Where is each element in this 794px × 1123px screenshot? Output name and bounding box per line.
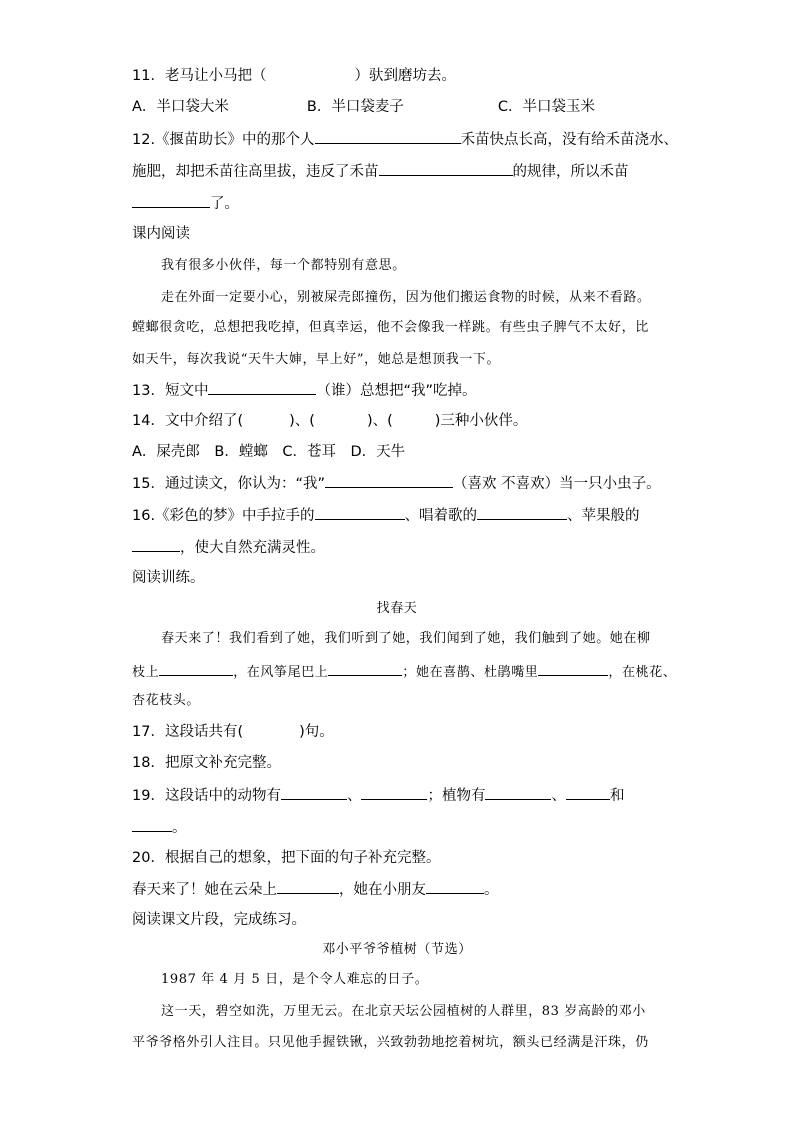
question-20-text: 春天来了！她在云朵上 (132, 882, 277, 898)
question-20-sentence (132, 879, 499, 900)
question-20-text: ，她在小朋友 (339, 882, 426, 898)
question-12-line3 (132, 193, 239, 214)
answer-blank[interactable] (477, 505, 567, 520)
passage-line: 我有很多小伙伴，每一个都特别有意思。 (161, 258, 406, 273)
question-14-options: A．屎壳郎 B．螳螂 C．苍耳 D．天牛 (132, 444, 406, 460)
question-14-text: )三种小伙伴。 (434, 413, 528, 429)
question-16-text: 16.《彩色的梦》中手拉手的 (132, 508, 315, 524)
answer-blank[interactable] (566, 785, 610, 800)
answer-blank[interactable] (315, 129, 461, 144)
option-c: C．半口袋玉米 (497, 99, 595, 115)
question-11-options (132, 97, 595, 117)
passage-line (132, 661, 676, 683)
section-heading: 课内阅读 (132, 226, 190, 242)
answer-blank[interactable] (361, 785, 427, 800)
question-11-text: 11．老马让小马把（ (132, 68, 267, 84)
question-18: 18．把原文补充完整。 (132, 755, 281, 771)
question-14-text: 14．文中介绍了( (132, 413, 244, 429)
passage-title: 邓小平爷爷植树（节选） (322, 942, 472, 957)
answer-blank[interactable] (132, 193, 210, 208)
passage-text: 枝上 (132, 665, 160, 680)
question-16-text: ，使大自然充满灵性。 (180, 540, 325, 556)
passage-text: ，在桃花、 (608, 665, 677, 680)
question-19-text: 、 (551, 788, 566, 804)
question-19-line1 (132, 785, 624, 806)
question-12-text: 施肥，却把禾苗往高里拔，违反了禾苗 (132, 164, 379, 180)
question-17 (132, 722, 334, 742)
passage-line: 这一天，碧空如洗，万里无云。在北京天坛公园植树的人群里，83 岁高龄的邓小 (161, 1004, 646, 1019)
question-15-text: （喜欢 不喜欢）当一只小虫子。 (452, 476, 661, 492)
answer-blank[interactable] (538, 661, 608, 676)
passage-line: 春天来了！我们看到了她，我们听到了她，我们闻到了她，我们触到了她。她在柳 (161, 631, 651, 646)
section-heading: 阅读课文片段，完成练习。 (132, 912, 306, 928)
answer-blank[interactable] (379, 161, 513, 176)
question-20-text: 。 (484, 882, 499, 898)
passage-text: ，在风筝尾巴上 (233, 665, 329, 680)
answer-blank[interactable] (328, 661, 402, 676)
passage-line: 平爷爷格外引人注目。只见他手握铁锹，兴致勃勃地挖着树坑，额头已经满是汗珠，仍 (132, 1035, 649, 1050)
question-12-text: 了。 (210, 196, 239, 212)
passage-title: 找春天 (376, 601, 418, 616)
answer-blank[interactable] (132, 537, 180, 552)
answer-blank[interactable] (315, 505, 405, 520)
answer-blank[interactable] (132, 817, 172, 832)
passage-line: 走在外面一定要小心，别被屎壳郎撞伤，因为他们搬运食物的时候，从来不看路。 (161, 290, 651, 305)
option-b: B．半口袋麦子 (306, 99, 404, 115)
answer-blank[interactable] (208, 380, 316, 395)
question-13-text: 13．短文中 (132, 383, 209, 399)
question-15 (132, 473, 661, 494)
question-12-line1 (132, 129, 678, 150)
question-17-text: )句。 (299, 724, 334, 740)
passage-line: 1987 年 4 月 5 日，是个令人难忘的日子。 (161, 972, 429, 987)
passage-text: ；她在喜鹊、杜鹃嘴里 (402, 665, 539, 680)
question-11-text-end: ）驮到磨坊去。 (354, 68, 456, 84)
question-11 (132, 66, 456, 86)
question-19-text: 、 (346, 788, 362, 804)
answer-blank[interactable] (277, 879, 339, 894)
question-12-line2 (132, 161, 629, 182)
question-16-line2 (132, 537, 325, 558)
question-14-text: )、( (366, 413, 393, 429)
question-15-text: 15．通过读文，你认为：“我” (132, 476, 325, 492)
answer-blank[interactable] (485, 785, 551, 800)
answer-blank[interactable] (325, 473, 453, 488)
answer-blank[interactable] (159, 661, 233, 676)
question-17-text: 17．这段话共有( (132, 724, 244, 740)
question-19-line2 (132, 817, 187, 838)
question-19-text: ；植物有 (427, 788, 486, 804)
passage-line: 螳螂很贪吃，总想把我吃掉，但真幸运，他不会像我一样跳。有些虫子脾气不太好，比 (132, 320, 649, 335)
question-12-text: 禾苗快点长高，没有给禾苗浇水、 (460, 132, 679, 148)
question-19-text: 19．这段话中的动物有 (132, 788, 281, 804)
question-14-text: )、( (289, 413, 315, 429)
option-a: A．半口袋大米 (132, 99, 229, 115)
question-14 (132, 411, 527, 431)
question-13 (132, 380, 476, 401)
section-heading: 阅读训练。 (132, 570, 205, 586)
passage-line: 如天牛，每次我说“天牛大婶，早上好”，她总是想顶我一下。 (132, 352, 501, 367)
question-16-line1 (132, 505, 640, 526)
question-12-text: 的规律，所以禾苗 (512, 164, 629, 180)
question-20: 20．根据自己的想象，把下面的句子补充完整。 (132, 850, 441, 866)
question-13-text: （谁）总想把“我”吃掉。 (316, 383, 477, 399)
question-12-text: 12.《揠苗助长》中的那个人 (132, 132, 315, 148)
question-16-text: 、苹果般的 (567, 508, 640, 524)
answer-blank[interactable] (426, 879, 484, 894)
question-16-text: 、唱着歌的 (404, 508, 478, 524)
question-19-text: 。 (172, 820, 187, 836)
passage-line: 杏花枝头。 (132, 693, 201, 708)
question-19-text: 和 (609, 788, 625, 804)
answer-blank[interactable] (281, 785, 347, 800)
